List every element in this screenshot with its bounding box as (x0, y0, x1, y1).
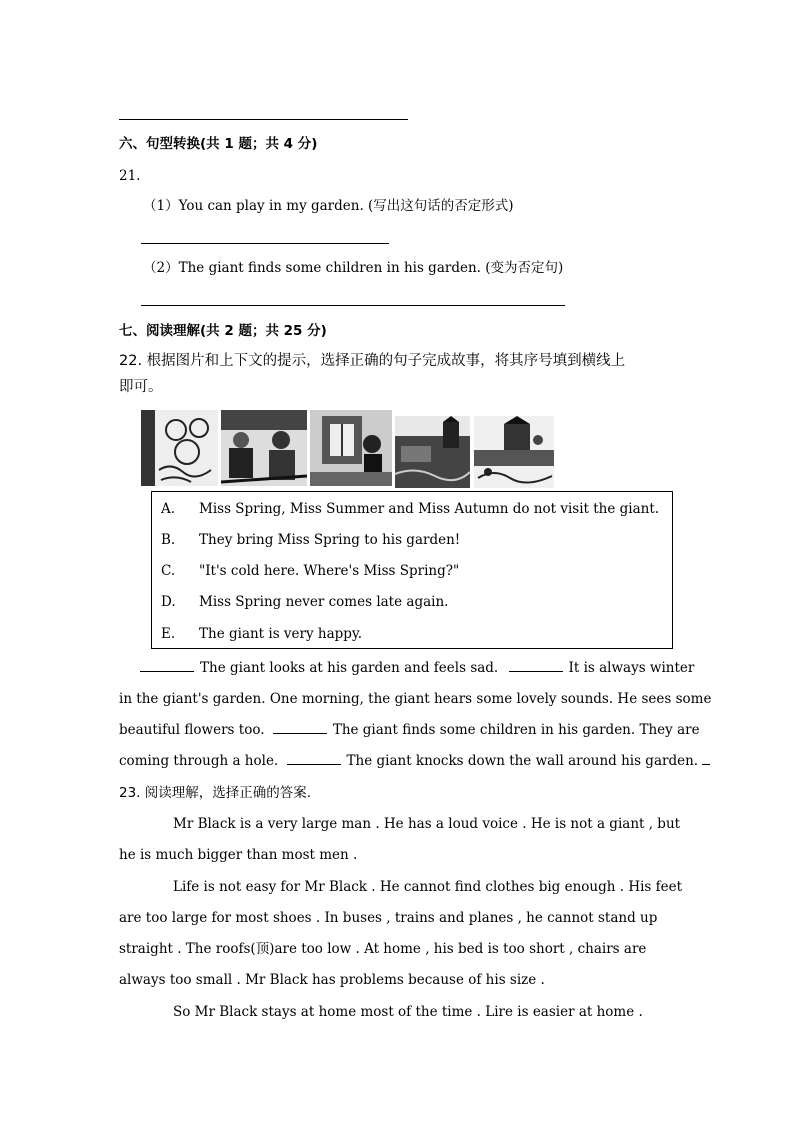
story-picture-3 (310, 410, 392, 486)
story-sentence: coming through a hole. (119, 753, 279, 769)
option-letter: B. (161, 532, 176, 548)
story-sentence: The giant knocks down the wall around his garden. (346, 753, 699, 769)
story-line-4 (119, 752, 710, 770)
story-sentence: It is always winter (568, 660, 695, 676)
passage-line-3: Life is not easy for Mr Black . He cannot find clothes big enough . His feet (173, 879, 683, 895)
story-line-1 (140, 659, 694, 677)
answer-blank-2[interactable] (509, 659, 563, 672)
option-letter: C. (161, 563, 176, 579)
answer-line-21-1[interactable] (141, 243, 389, 244)
answer-line-top[interactable] (119, 119, 408, 120)
passage-line-4: are too large for most shoes . In buses , trains and planes , he cannot stand up (119, 910, 658, 926)
question-23-title: 23. 阅读理解，选择正确的答案. (119, 785, 312, 801)
passage-line-5: straight . The roofs(顶)are too low . At home , his bed is too short , chairs are (119, 941, 647, 957)
question-21-part1: （1）You can play in my garden. (写出这句话的否定形式) (143, 198, 514, 214)
option-c (161, 563, 459, 579)
answer-blank-4[interactable] (287, 752, 341, 765)
story-picture-2 (221, 410, 307, 486)
answer-blank-3[interactable] (273, 721, 327, 734)
question-21-part2: （2）The giant finds some children in his garden. (变为否定句) (143, 260, 564, 276)
answer-blank-5[interactable] (702, 752, 710, 765)
story-picture-5 (474, 414, 554, 490)
option-text: Miss Spring never comes late again. (199, 594, 449, 610)
option-d (161, 594, 448, 610)
question-21-number: 21. (119, 168, 141, 184)
option-text: "It's cold here. Where's Miss Spring?" (199, 563, 460, 579)
section7-heading: 七、阅读理解(共 2 题；共 25 分) (119, 323, 327, 339)
story-sentence: beautiful flowers too. (119, 722, 265, 738)
passage-line-2: he is much bigger than most men . (119, 847, 358, 863)
option-letter: E. (161, 626, 176, 642)
option-text: They bring Miss Spring to his garden! (199, 532, 461, 548)
story-sentence: The giant looks at his garden and feels sad. (200, 660, 499, 676)
answer-line-21-2[interactable] (141, 305, 565, 306)
story-picture-4 (395, 414, 470, 490)
option-text: Miss Spring, Miss Summer and Miss Autumn do not visit the giant. (199, 501, 660, 517)
section6-heading: 六、句型转换(共 1 题；共 4 分) (119, 136, 318, 152)
option-e (161, 626, 362, 642)
story-sentence: The giant finds some children in his garden. They are (332, 722, 700, 738)
answer-blank-1[interactable] (140, 659, 194, 672)
option-letter: D. (161, 594, 176, 610)
option-letter: A. (161, 501, 176, 517)
option-b (161, 532, 460, 548)
options-box (151, 491, 673, 649)
passage-line-7: So Mr Black stays at home most of the time . Lire is easier at home . (173, 1004, 643, 1020)
question-22-line2: 即可。 (119, 379, 163, 395)
option-a (161, 501, 659, 517)
passage-line-6: always too small . Mr Black has problems because of his size . (119, 972, 545, 988)
story-picture-1 (141, 410, 218, 486)
question-22-line1: 22. 根据图片和上下文的提示，选择正确的句子完成故事，将其序号填到横线上 (119, 353, 626, 369)
passage-line-1: Mr Black is a very large man . He has a loud voice . He is not a giant , but (173, 816, 681, 832)
story-line-3 (119, 721, 700, 739)
option-text: The giant is very happy. (199, 626, 363, 642)
story-line-2: in the giant's garden. One morning, the giant hears some lovely sounds. He sees some (119, 691, 712, 707)
